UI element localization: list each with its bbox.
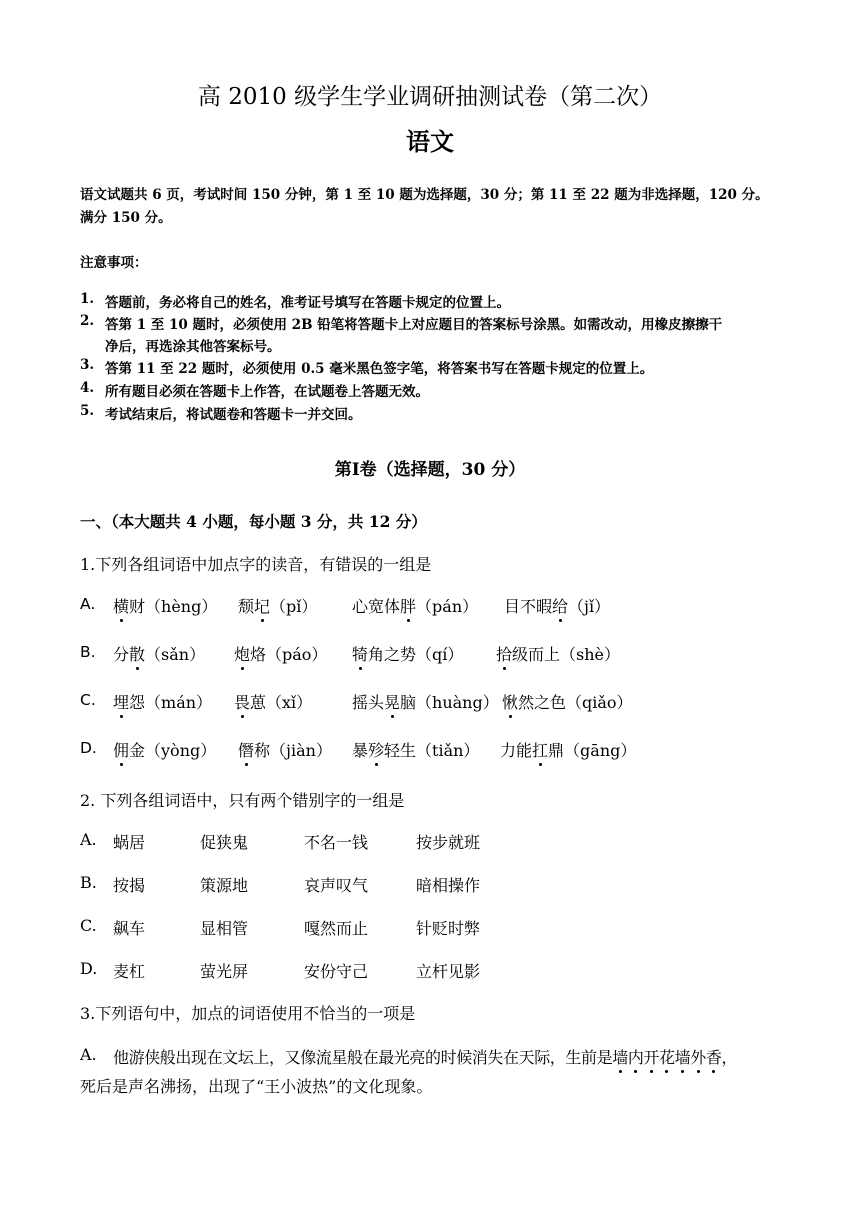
option-item: 嘎然而止	[304, 919, 369, 938]
dotted-char: 花	[659, 1045, 675, 1068]
intro-line-2: 满分 150 分。	[80, 210, 172, 226]
question-2-stem: 2. 下列各组词语中，只有两个错别字的一组是	[80, 791, 405, 810]
option-item: 愀然之色（qiǎo）	[502, 690, 633, 713]
notice-item-number: 5.	[80, 403, 95, 419]
notice-item-text: 考试结束后，将试题卷和答题卡一并交回。	[105, 407, 362, 423]
notice-heading: 注意事项：	[80, 255, 148, 271]
option-item: 分散（sǎn）	[113, 642, 205, 665]
option-item: 佣金（yòng）	[113, 738, 216, 761]
option-label: D.	[80, 959, 98, 978]
notice-item-text: 答第 1 至 10 题时，必须使用 2B 铅笔将答题卡上对应题目的答案标号涂黑。如需改动，用橡皮擦擦干	[105, 317, 723, 333]
option-item: 安份守己	[304, 962, 369, 981]
option-item: 颓圮（pǐ）	[238, 594, 317, 617]
dotted-char: 墙	[675, 1045, 691, 1068]
option-item: 犄角之势（qí）	[352, 642, 463, 665]
notice-item-number: 4.	[80, 380, 95, 396]
option-label: C.	[80, 916, 97, 935]
notice-item-text: 净后，再选涂其他答案标号。	[105, 339, 281, 355]
option-item: 麦杠	[113, 962, 146, 981]
option-item: 暴殄轻生（tiǎn）	[352, 738, 479, 761]
notice-item-number: 2.	[80, 313, 95, 329]
notice-item-number: 3.	[80, 357, 95, 373]
option-item: 针贬时弊	[416, 919, 481, 938]
dotted-char: 香	[706, 1045, 722, 1068]
part-heading: 一、（本大题共 4 小题，每小题 3 分，共 12 分）	[80, 512, 427, 531]
option-item: 飙车	[113, 919, 146, 938]
dotted-char: 内	[628, 1045, 644, 1068]
question-3-stem: 3.下列语句中，加点的词语使用不恰当的一项是	[80, 1004, 416, 1023]
section-title: 第Ⅰ卷（选择题，30 分）	[334, 460, 526, 480]
dotted-char: 墙	[612, 1045, 628, 1068]
question-1-stem: 1.下列各组词语中加点字的读音，有错误的一组是	[80, 555, 432, 574]
option-item: 不名一钱	[304, 833, 369, 852]
option-text-line-1: 他游侠般出现在文坛上，又像流星般在最光亮的时候消失在天际，生前是墙内开花墙外香，	[113, 1045, 737, 1068]
option-item: 哀声叹气	[304, 876, 369, 895]
option-item: 横财（hèng）	[113, 594, 217, 617]
option-item: 显相管	[200, 919, 249, 938]
option-item: 暗相操作	[416, 876, 481, 895]
option-item: 僭称（jiàn）	[238, 738, 332, 761]
option-item: 摇头晃脑（huàng）	[352, 690, 499, 713]
option-item: 埋怨（mán）	[113, 690, 212, 713]
dotted-char: 开	[643, 1045, 659, 1068]
option-item: 蜗居	[113, 833, 146, 852]
option-item: 心宽体胖（pán）	[352, 594, 478, 617]
option-item: 力能扛鼎（gāng）	[500, 738, 636, 761]
option-label: B.	[80, 873, 97, 892]
option-item: 促狭鬼	[200, 833, 249, 852]
option-item: 策源地	[200, 876, 249, 895]
option-item: 拾级而上（shè）	[496, 642, 620, 665]
dotted-char: 外	[690, 1045, 706, 1068]
option-item: 目不暇给（jǐ）	[504, 594, 610, 617]
option-label: A.	[80, 1045, 97, 1064]
option-item: 炮烙（páo）	[234, 642, 327, 665]
dotted-phrase	[612, 1048, 721, 1067]
option-item: 萤光屏	[200, 962, 249, 981]
notice-item-text: 答第 11 至 22 题时，必须使用 0.5 毫米黑色签字笔，将答案书写在答题卡规定的位置上。	[105, 361, 654, 377]
option-label: C.	[80, 691, 96, 709]
option-label: D.	[80, 739, 97, 757]
exam-title: 高 2010 级学生学业调研抽测试卷（第二次）	[197, 84, 663, 110]
intro-line-1: 语文试题共 6 页，考试时间 150 分钟，第 1 至 10 题为选择题，30 分；第 11 至 22 题为非选择题，120 分。	[80, 187, 769, 203]
option-label: B.	[80, 643, 96, 661]
option-item: 畏葸（xǐ）	[234, 690, 312, 713]
option-item: 立杆见影	[416, 962, 481, 981]
option-label: A.	[80, 830, 97, 849]
notice-item-text: 答题前，务必将自己的姓名，准考证号填写在答题卡规定的位置上。	[105, 295, 510, 311]
notice-item-number: 1.	[80, 291, 95, 307]
option-item: 按步就班	[416, 833, 481, 852]
option-text-line-2: 死后是声名沸扬，出现了“王小波热”的文化现象。	[80, 1077, 433, 1096]
notice-item-text: 所有题目必须在答题卡上作答，在试题卷上答题无效。	[105, 384, 429, 400]
option-label: A.	[80, 595, 96, 613]
option-item: 按揭	[113, 876, 146, 895]
subject-title: 语文	[406, 127, 454, 156]
